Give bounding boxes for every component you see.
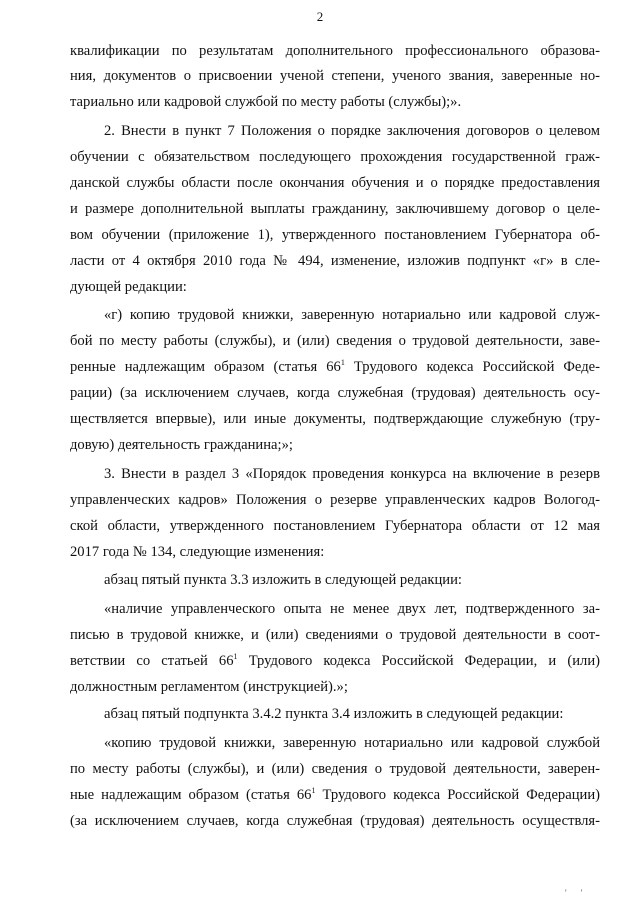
text-line: [70, 652, 600, 670]
text-line: ласти от 4 октября 2010 года № 494, изменение, изложив подпункт «г» в сле-: [70, 253, 600, 269]
text-line: квалификации по результатам дополнительного профессионального образова-: [70, 43, 600, 59]
text-line: должностным регламентом (инструкцией).»;: [70, 679, 348, 695]
text-line: 3. Внести в раздел 3 «Порядок проведения конкурса на включение в резерв: [104, 466, 600, 482]
text-fragment: ветствии со статьей 66: [70, 653, 234, 669]
superscript: 1: [233, 652, 238, 661]
text-line: ской области, утвержденного постановлением Губернатора области от 12 мая: [70, 518, 600, 534]
text-line: ществляется впервые), или иные документы, подтверждающие служебную (тру-: [70, 411, 600, 427]
text-line: управленческих кадров» Положения о резерве управленческих кадров Вологод-: [70, 492, 600, 508]
text-fragment: Трудового кодекса Российской Феде-: [344, 359, 600, 375]
text-line: «г) копию трудовой книжки, заверенную нотариально или кадровой служ-: [104, 307, 600, 323]
margin-mark: ' ': [565, 888, 589, 898]
page-number: 2: [316, 9, 324, 24]
text-fragment: ные надлежащим образом (статья 66: [70, 787, 312, 803]
text-line: данской службы области после окончания обучения и о порядке предоставления: [70, 175, 600, 191]
superscript: 1: [340, 358, 345, 367]
text-fragment: Трудового кодекса Российской Федерации): [315, 787, 600, 803]
text-line: вом обучении (приложение 1), утвержденного постановлением Губернатора об-: [70, 227, 600, 243]
text-fragment: Трудового кодекса Российской Федерации, и (или): [237, 653, 600, 669]
text-line: довую) деятельность гражданина;»;: [70, 437, 293, 453]
text-line: бой по месту работы (службы), и (или) сведения о трудовой деятельности, заве-: [70, 333, 600, 349]
superscript: 1: [311, 786, 316, 795]
text-line: по месту работы (службы), и (или) сведения о трудовой деятельности, заверен-: [70, 761, 600, 777]
text-fragment: ренные надлежащим образом (статья 66: [70, 359, 341, 375]
text-line: тариально или кадровой службой по месту работы (службы);».: [70, 94, 462, 110]
text-line: 2017 года № 134, следующие изменения:: [70, 544, 325, 560]
text-line: обучении с обязательством последующего прохождения государственной граж-: [70, 149, 600, 165]
text-line: абзац пятый пункта 3.3 изложить в следующей редакции:: [104, 572, 462, 588]
text-line: писью в трудовой книжке, и (или) сведениями о трудовой деятельности в соот-: [70, 627, 600, 643]
text-line: (за исключением случаев, когда служебная (трудовая) деятельность осуществля-: [70, 813, 600, 829]
text-line: [70, 786, 600, 804]
text-line: дующей редакции:: [70, 279, 187, 295]
text-line: «наличие управленческого опыта не менее двух лет, подтвержденного за-: [104, 601, 600, 617]
text-line: [70, 358, 600, 376]
text-line: 2. Внести в пункт 7 Положения о порядке заключения договоров о целевом: [104, 123, 600, 139]
text-line: рации) (за исключением случаев, когда служебная (трудовая) деятельность осу-: [70, 385, 600, 401]
text-line: и размере дополнительной выплаты гражданину, заключившему договор о целе-: [70, 201, 600, 217]
text-line: ния, документов о присвоении ученой степени, ученого звания, заверенные но-: [70, 68, 600, 84]
text-line: абзац пятый подпункта 3.4.2 пункта 3.4 изложить в следующей редакции:: [104, 706, 564, 722]
text-line: «копию трудовой книжки, заверенную нотариально или кадровой службой: [104, 735, 600, 751]
